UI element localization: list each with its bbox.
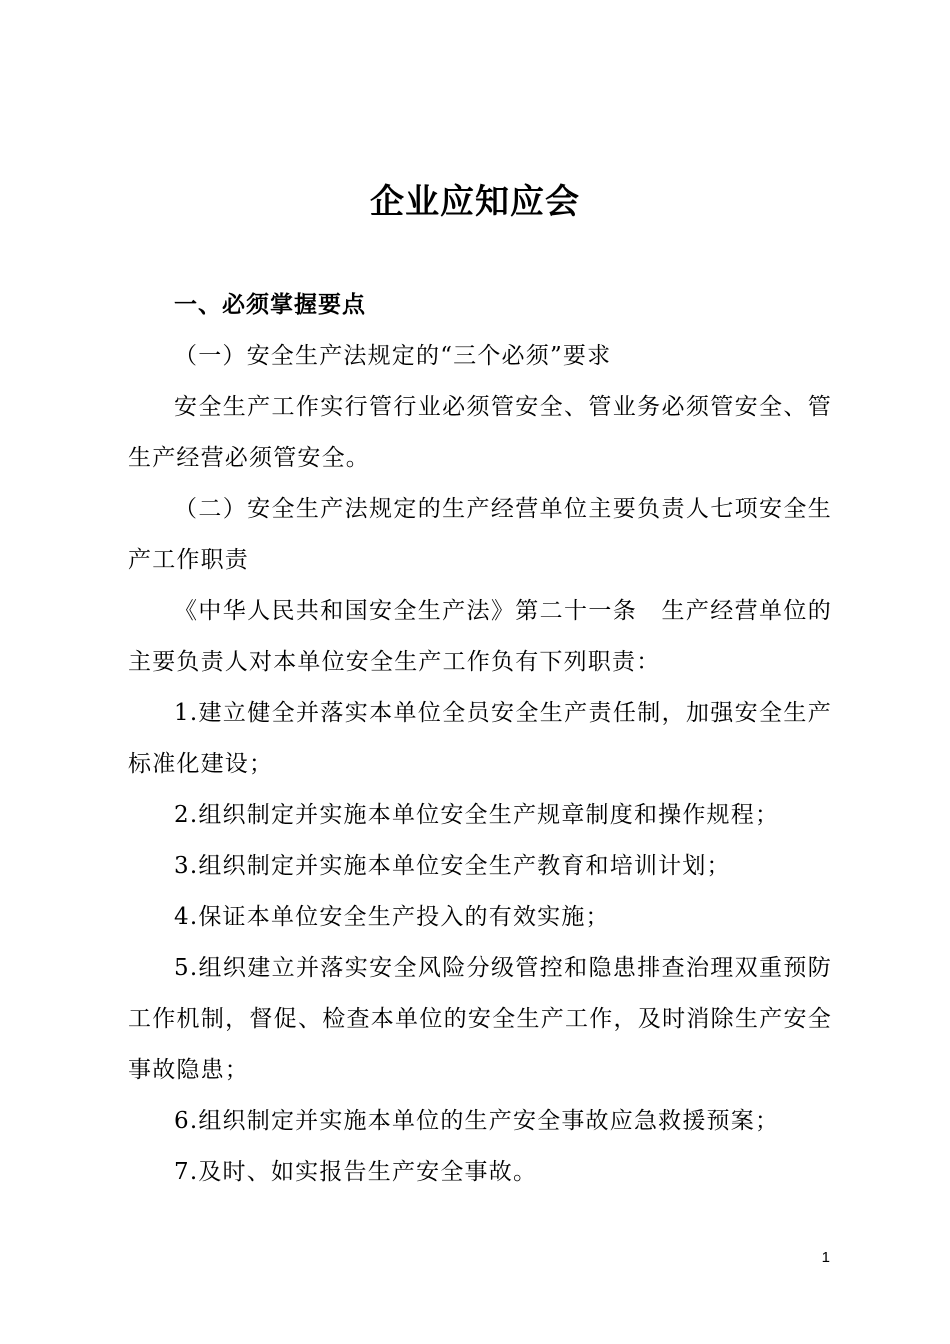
list-item: 2.组织制定并实施本单位安全生产规章制度和操作规程； bbox=[174, 802, 780, 828]
list-item: 3.组织制定并实施本单位安全生产教育和培训计划； bbox=[174, 853, 731, 879]
document-body bbox=[128, 280, 832, 1198]
list-item: 1.建立健全并落实本单位全员安全生产责任制，加强安全生产标准化建设； bbox=[128, 700, 832, 777]
paragraph: 安全生产工作实行管行业必须管安全、管业务必须管安全、管生产经营必须管安全。 bbox=[128, 394, 832, 471]
paragraph: 《中华人民共和国安全生产法》第二十一条 生产经营单位的主要负责人对本单位安全生产工作负有下列职责： bbox=[128, 598, 832, 675]
subsection-heading: （一）安全生产法规定的“三个必须”要求 bbox=[174, 343, 612, 369]
page-number: 1 bbox=[821, 1249, 830, 1266]
list-item: 7.及时、如实报告生产安全事故。 bbox=[174, 1159, 538, 1185]
subsection-heading: （二）安全生产法规定的生产经营单位主要负责人七项安全生产工作职责 bbox=[128, 496, 832, 573]
list-item: 4.保证本单位安全生产投入的有效实施； bbox=[174, 904, 610, 930]
list-item: 5.组织建立并落实安全风险分级管控和隐患排查治理双重预防工作机制，督促、检查本单位的安全生产工作，及时消除生产安全事故隐患； bbox=[128, 955, 832, 1083]
document-title: 企业应知应会 bbox=[370, 182, 580, 222]
list-item: 6.组织制定并实施本单位的生产安全事故应急救援预案； bbox=[174, 1108, 780, 1134]
section-heading: 一、必须掌握要点 bbox=[174, 292, 366, 318]
